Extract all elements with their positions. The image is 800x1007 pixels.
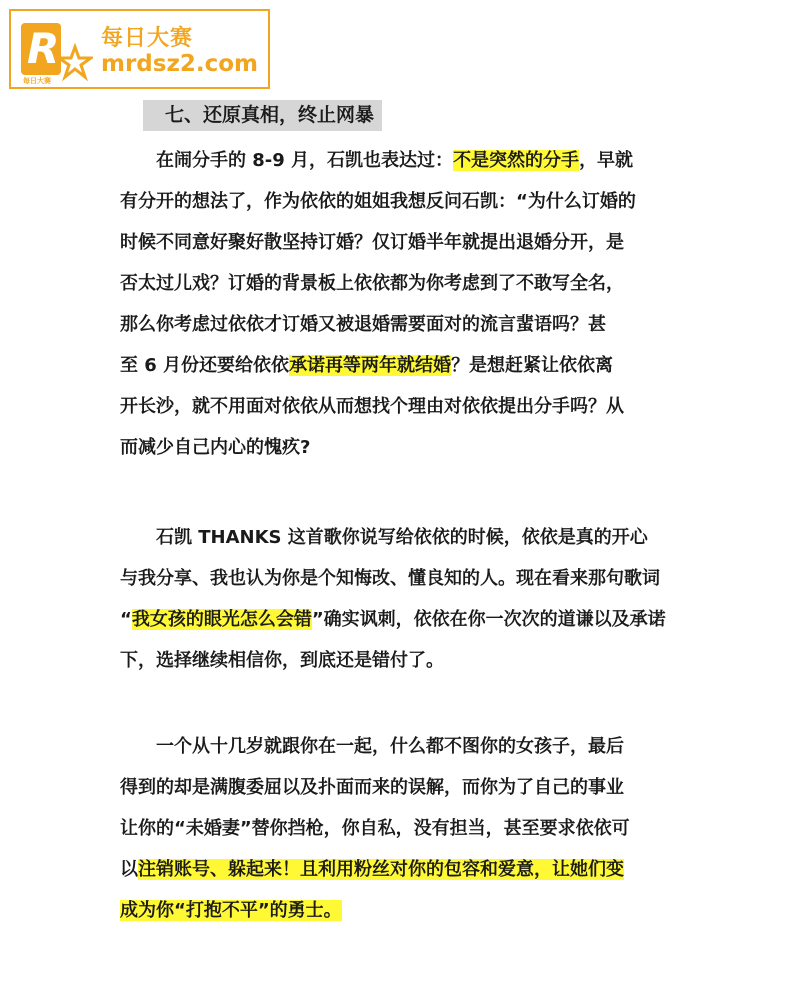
paragraph-3	[120, 726, 692, 931]
highlighted-text: 成为你“打抱不平”的勇士。	[120, 900, 342, 921]
text-segment: ？是想赶紧让依依离	[451, 355, 614, 376]
text-line	[120, 263, 692, 304]
text-line	[120, 640, 692, 681]
text-segment: 得到的却是满腹委屈以及扑面而来的误解，而你为了自己的事业	[120, 777, 624, 798]
text-segment: 至 6 月份还要给依依	[120, 355, 290, 376]
text-line	[120, 304, 692, 345]
text-line	[120, 427, 692, 468]
text-segment: 让你的“未婚妻”替你挡枪，你自私，没有担当，甚至要求依依可	[120, 818, 630, 839]
text-line	[120, 517, 692, 558]
section-heading: 七、还原真相，终止网暴	[143, 100, 382, 131]
logo-star-icon	[19, 17, 93, 85]
text-segment: ”确实讽刺，依依在你一次次的道谦以及承诺	[311, 609, 666, 630]
text-line	[120, 808, 692, 849]
text-segment: 在闹分手的 8-9 月，石凯也表达过：	[120, 150, 454, 171]
text-segment: 而减少自己内心的愧疚?	[120, 437, 311, 458]
logo-small-text: 每日大赛	[23, 77, 51, 85]
text-segment: 开长沙，就不用面对依依从而想找个理由对依依提出分手吗？从	[120, 396, 624, 417]
highlighted-text: 承诺再等两年就结婚	[289, 355, 452, 376]
paragraph-2	[120, 517, 692, 681]
text-segment: 石凯 THANKS 这首歌你说写给依依的时候，依依是真的开心	[120, 527, 648, 548]
text-segment: 有分开的想法了，作为依依的姐姐我想反问石凯：“为什么订婚的	[120, 191, 636, 212]
text-segment: 时候不同意好聚好散坚持订婚？仅订婚半年就提出退婚分开，是	[120, 232, 624, 253]
text-line	[120, 181, 692, 222]
text-segment: 与我分享、我也认为你是个知悔改、懂良知的人。现在看来那句歌词	[120, 568, 660, 589]
text-segment: 一个从十几岁就跟你在一起，什么都不图你的女孩子，最后	[120, 736, 624, 757]
text-segment: “	[120, 609, 132, 630]
logo-letter: R	[27, 24, 60, 73]
highlighted-text: 注销账号、躲起来！且利用粉丝对你的包容和爱意，让她们变	[138, 859, 624, 880]
paragraph-1	[120, 140, 692, 468]
text-line	[120, 222, 692, 263]
text-segment: ，早就	[579, 150, 634, 171]
text-line	[120, 726, 692, 767]
text-segment: 以	[120, 859, 138, 880]
text-segment: 下，选择继续相信你，到底还是错付了。	[120, 650, 444, 671]
text-line	[120, 558, 692, 599]
logo-title-cn: 每日大赛	[101, 26, 194, 51]
highlighted-text: 不是突然的分手	[453, 150, 580, 171]
text-line	[120, 849, 692, 890]
text-segment: 否太过儿戏？订婚的背景板上依依都为你考虑到了不敢写全名，	[120, 273, 624, 294]
text-line	[120, 345, 692, 386]
highlighted-text: 我女孩的眼光怎么会错	[131, 609, 312, 630]
text-segment: 那么你考虑过依依才订婚又被退婚需要面对的流言蜚语吗？甚	[120, 314, 606, 335]
text-line	[120, 386, 692, 427]
text-line	[120, 599, 692, 640]
logo-title-en: mrdsz2.com	[101, 51, 258, 77]
site-logo[interactable]	[9, 9, 270, 89]
text-line	[120, 140, 692, 181]
text-line	[120, 767, 692, 808]
text-line	[120, 890, 692, 931]
